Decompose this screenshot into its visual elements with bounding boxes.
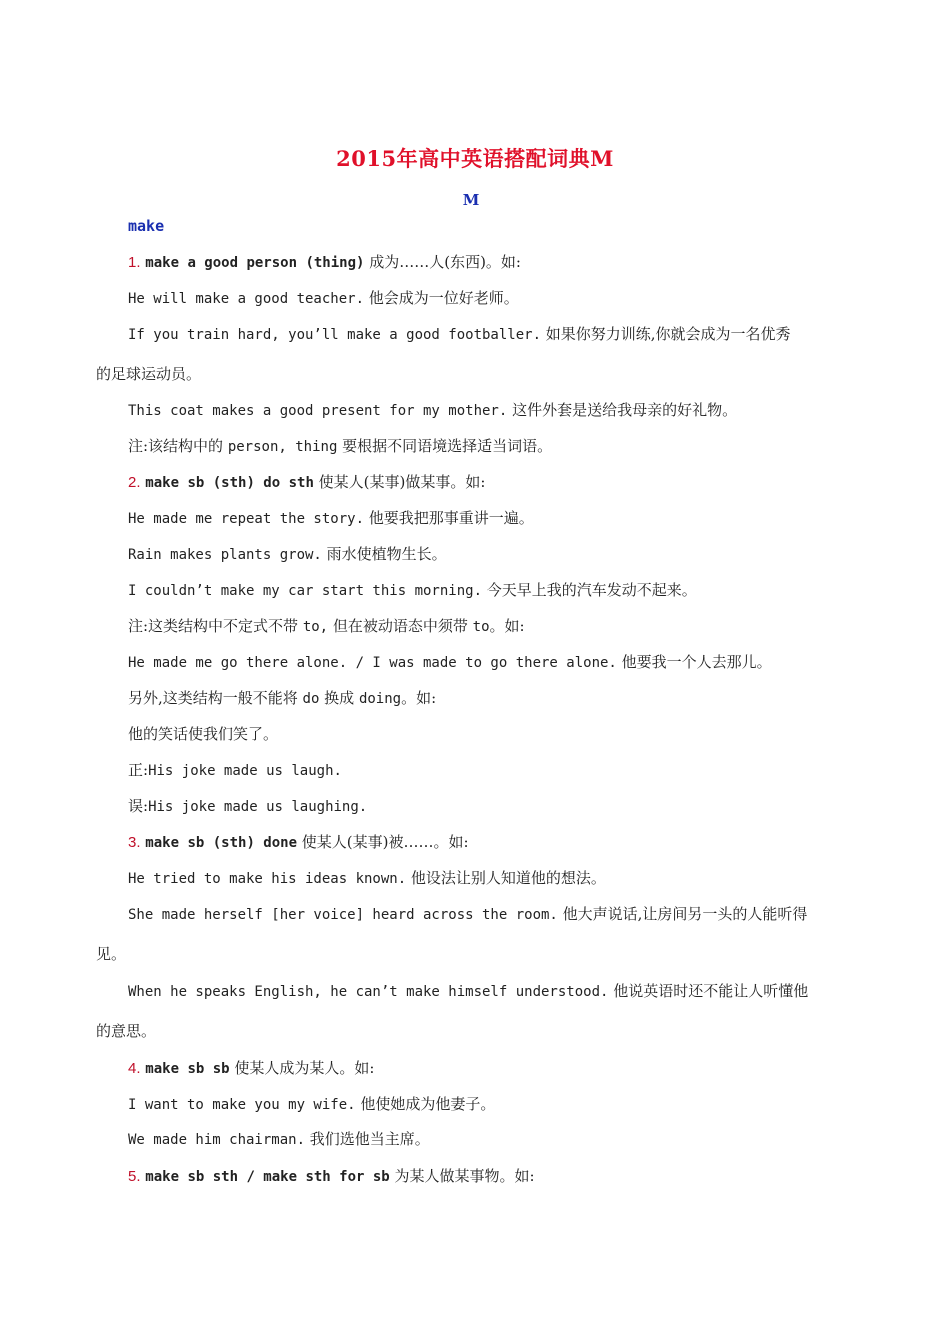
note-en: to	[472, 619, 490, 635]
item-phrase: make sb sth / make sth for sb	[145, 1169, 390, 1185]
example-en: If you train hard, you’ll make a good footballer.	[128, 327, 542, 343]
note-text: 注:这类结构中不定式不带	[128, 617, 303, 635]
example-cn: 他设法让别人知道他的想法。	[406, 869, 606, 887]
document-title: 2015年高中英语搭配词典M	[336, 146, 614, 171]
item-desc: 使某人(某事)做某事。如:	[313, 473, 486, 491]
example-en: He tried to make his ideas known.	[128, 871, 407, 887]
item-phrase: make a good person (thing)	[145, 255, 365, 271]
example-cn: 今天早上我的汽车发动不起来。	[482, 581, 697, 599]
item-number: 5.	[128, 1168, 141, 1185]
item-number: 1.	[128, 254, 141, 271]
note-line	[128, 688, 436, 709]
item-heading-5	[128, 1166, 535, 1187]
example-cn-line: 他的笑话使我们笑了。	[128, 725, 279, 743]
example-line	[128, 981, 808, 1002]
example-en: I couldn’t make my car start this morning.	[128, 583, 483, 599]
item-desc: 为某人做某事物。如:	[389, 1167, 535, 1185]
example-en: His joke made us laughing.	[148, 799, 368, 815]
example-line	[128, 288, 519, 309]
example-line	[128, 1094, 495, 1115]
example-en: His joke made us laugh.	[148, 763, 342, 779]
example-line	[128, 1129, 430, 1150]
example-en: She made herself [her voice] heard across the room.	[128, 907, 558, 923]
example-cn: 他大声说话,让房间另一头的人能听得	[557, 905, 808, 923]
item-heading-4	[128, 1058, 374, 1079]
example-cn: 他会成为一位好老师。	[364, 289, 519, 307]
correct-example	[128, 760, 342, 781]
item-heading-2	[128, 472, 485, 493]
example-cn: 我们选他当主席。	[305, 1130, 430, 1148]
item-desc: 使某人成为某人。如:	[229, 1059, 375, 1077]
item-desc: 使某人(某事)被……。如:	[297, 833, 469, 851]
note-line	[128, 436, 552, 457]
example-cn: 这件外套是送给我母亲的好礼物。	[507, 401, 738, 419]
example-en: This coat makes a good present for my mother.	[128, 403, 508, 419]
note-en: person, thing	[227, 439, 338, 455]
note-text: 。如:	[401, 689, 437, 707]
note-text: 注:该结构中的	[128, 437, 228, 455]
example-continuation: 的足球运动员。	[96, 365, 202, 383]
note-text: 要根据不同语境选择适当词语。	[337, 437, 553, 455]
note-en: doing	[358, 691, 402, 707]
example-continuation: 见。	[96, 945, 127, 963]
note-text: 但在被动语态中须带	[328, 617, 473, 635]
example-line	[128, 508, 534, 529]
item-phrase: make sb (sth) do sth	[145, 475, 314, 491]
example-cn: 他使她成为他妻子。	[355, 1095, 496, 1113]
example-cn: 他要我一个人去那儿。	[616, 653, 772, 671]
note-text: 。如:	[489, 617, 525, 635]
wrong-label: 误:	[128, 797, 149, 815]
section-letter: M	[462, 191, 480, 209]
example-line	[128, 544, 447, 565]
note-en: to,	[302, 619, 329, 635]
item-number: 4.	[128, 1060, 141, 1077]
example-en: When he speaks English, he can’t make himself understood.	[128, 984, 609, 1000]
example-en: He will make a good teacher.	[128, 291, 365, 307]
example-cn: 雨水使植物生长。	[321, 545, 447, 563]
wrong-example	[128, 796, 367, 817]
example-cn: 他说英语时还不能让人听懂他	[608, 982, 809, 1000]
note-line	[128, 616, 525, 637]
example-line	[128, 324, 791, 345]
item-number: 3.	[128, 834, 141, 851]
example-cn: 如果你努力训练,你就会成为一名优秀	[541, 325, 791, 343]
note-en: do	[302, 691, 320, 707]
item-phrase: make sb sb	[145, 1061, 230, 1077]
example-en: He made me go there alone. / I was made to go there alone.	[128, 655, 617, 671]
entry-word: make	[128, 217, 165, 235]
example-line	[128, 400, 737, 421]
correct-label: 正:	[128, 761, 149, 779]
item-desc: 成为……人(东西)。如:	[364, 253, 521, 271]
example-line	[128, 904, 807, 925]
example-en: Rain makes plants grow.	[128, 547, 322, 563]
example-line	[128, 868, 606, 889]
item-number: 2.	[128, 474, 141, 491]
example-cn: 他要我把那事重讲一遍。	[364, 509, 534, 527]
note-text: 换成	[319, 689, 359, 707]
example-en: I want to make you my wife.	[128, 1097, 356, 1113]
item-heading-3	[128, 832, 469, 853]
example-line	[128, 580, 697, 601]
note-text: 另外,这类结构一般不能将	[128, 689, 303, 707]
example-en: We made him chairman.	[128, 1132, 306, 1148]
item-phrase: make sb (sth) done	[145, 835, 298, 851]
item-heading-1	[128, 252, 521, 273]
example-line	[128, 652, 772, 673]
example-en: He made me repeat the story.	[128, 511, 365, 527]
example-continuation: 的意思。	[96, 1022, 157, 1040]
